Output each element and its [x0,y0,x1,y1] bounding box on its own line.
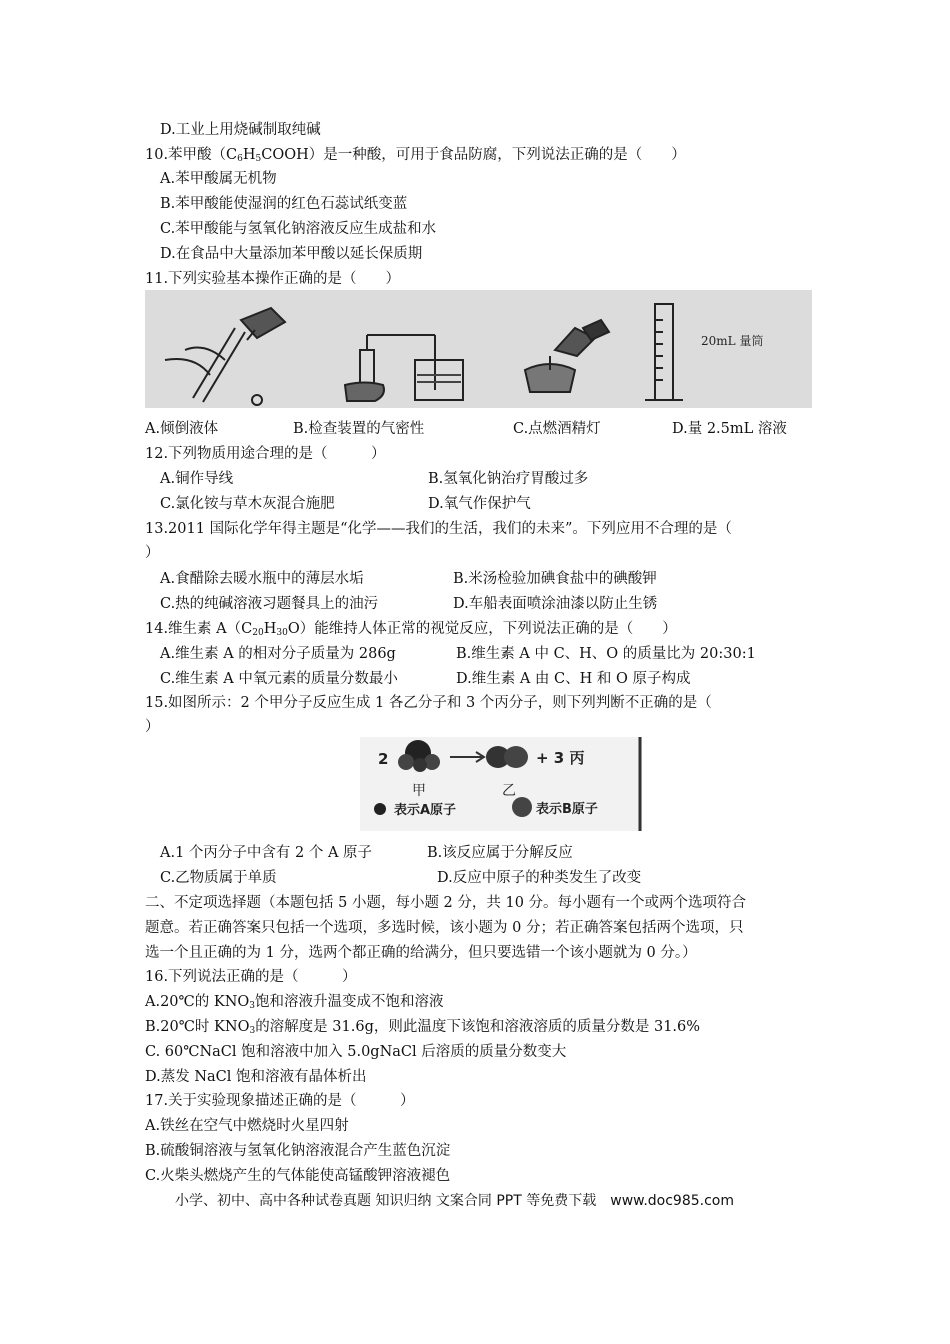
q12-row-2 [160,494,840,514]
footer-url-link[interactable]: www.doc985.com [610,1193,734,1209]
q12-option-d: D.氧气作保护气 [428,496,531,512]
q13-stem-line1: 13.2011 国际化学年得主题是“化学——我们的生活，我们的未来”。下列应用不合理的是（ [145,521,732,537]
atom-a-legend-icon [374,803,386,815]
q17-stem: 17.关于实验现象描述正确的是（ ） [145,1093,415,1109]
section2-heading-line3: 选一个且正确的为 1 分，选两个都正确的给满分，但只要选错一个该小题就为 0 分。） [145,945,697,961]
q16-option-c: C. 60℃NaCl 饱和溶液中加入 5.0gNaCl 后溶质的质量分数变大 [145,1044,567,1060]
q11-option-c: C.点燃酒精灯 [513,421,601,437]
q12-stem: 12.下列物质用途合理的是（ ） [145,446,386,462]
q11-stem: 11.下列实验基本操作正确的是（ ） [145,271,401,287]
q17-option-b: B.硫酸铜溶液与氢氧化钠溶液混合产生蓝色沉淀 [145,1143,451,1159]
q17-option-c: C.火柴头燃烧产生的气体能使高锰酸钾溶液褪色 [145,1168,451,1184]
q10-option-b: B.苯甲酸能使湿润的红色石蕊试纸变蓝 [160,196,408,212]
q16-option-a: A.20℃的 $KNO_3$饱和溶液升温变成不饱和溶液 [145,994,444,1011]
q10-option-c: C.苯甲酸能与氢氧化钠溶液反应生成盐和水 [160,221,437,237]
q13-option-a: A.食醋除去暖水瓶中的薄层水垢 [160,571,364,587]
q15-stem-line2: ） [145,719,160,735]
section2-heading-line2: 题意。若正确答案只包括一个选项，多选时候，该小题为 0 分；若正确答案包括两个选项，只 [145,920,744,936]
q13-option-d: D.车船表面喷涂油漆以防止生锈 [453,596,658,612]
q10-option-d: D.在食品中大量添加苯甲酸以延长保质期 [160,246,423,262]
q13-option-b: B.米汤检验加碘食盐中的碘酸钾 [453,571,657,587]
q12-option-b: B.氢氧化钠治疗胃酸过多 [428,471,589,487]
q15-row-2 [160,868,840,888]
q11-options [145,419,845,439]
legend-a-text: 表示A原子 [394,803,457,818]
legend-b-text: 表示B原子 [536,802,598,817]
atom-b-legend-icon [512,797,532,817]
q13-row-2 [160,594,840,614]
q13-row-1 [160,569,840,589]
q15-option-b: B.该反应属于分解反应 [427,845,573,861]
q12-row-1 [160,469,840,489]
q15-row-1 [160,843,840,863]
q15-option-c: C.乙物质属于单质 [160,870,277,886]
q11-option-d: D.量 2.5mL 溶液 [672,421,787,437]
q16-option-b: B.20℃时 $KNO_3$的溶解度是 31.6g，则此温度下该饱和溶液溶质的质量分数是 31.6% [145,1019,701,1036]
plus-3-bing: + 3 丙 [536,749,585,767]
q11-option-b: B.检查装置的气密性 [293,421,425,437]
q14-option-c: C.维生素 A 中氧元素的质量分数最小 [160,671,398,687]
q15-stem-line1: 15.如图所示：2 个甲分子反应生成 1 各乙分子和 3 个丙分子，则下列判断不正确的是（ [145,695,712,711]
q15-option-d: D.反应中原子的种类发生了改变 [437,870,642,886]
figure-background [145,290,812,408]
footer-text: 小学、初中、高中各种试卷真题 知识归纳 文案合同 PPT 等免费下载 [175,1193,597,1209]
q9-option-d: D.工业上用烧碱制取纯碱 [160,122,321,138]
cylinder-label: 20mL 量筒 [701,334,764,348]
q14-option-a: A.维生素 A 的相对分子质量为 286g [160,646,396,662]
q14-row-2 [160,669,840,689]
q12-option-a: A.铜作导线 [160,471,234,487]
coefficient-2: 2 [378,750,389,768]
q14-option-d: D.维生素 A 由 C、H 和 O 原子构成 [456,671,691,687]
q14-row-1 [160,644,840,664]
label-yi: 乙 [502,783,516,799]
q14-stem: 14.维生素 $A(C_{20}H_{30}O)$能维持人体正常的视觉反应，下列说法正确的是（ ） [145,621,677,638]
q12-option-c: C.氯化铵与草木灰混合施肥 [160,496,335,512]
q17-option-a: A.铁丝在空气中燃烧时火星四射 [145,1118,349,1134]
label-jia: 甲 [412,783,426,799]
q10-stem: 10.苯甲酸$(C_6H_5COOH)$是一种酸，可用于食品防腐，下列说法正确的是（ ） [145,147,686,164]
q11-option-a: A.倾倒液体 [145,421,219,437]
q10-option-a: A.苯甲酸属无机物 [160,171,277,187]
section2-heading-line1: 二、不定项选择题（本题包括 5 小题，每小题 2 分，共 10 分。每小题有一个或两个选项符合 [145,895,747,911]
q13-option-c: C.热的纯碱溶液习题餐具上的油污 [160,596,379,612]
q16-stem: 16.下列说法正确的是（ ） [145,969,357,985]
lab-operations-figure [145,290,812,408]
q15-option-a: A.1 个丙分子中含有 2 个 A 原子 [160,845,373,861]
page-footer [175,1190,734,1210]
q16-option-d: D.蒸发 NaCl 饱和溶液有晶体析出 [145,1069,367,1085]
molecule-reaction-figure [360,737,642,831]
q13-stem-line2: ） [145,545,160,561]
q14-option-b: B.维生素 A 中 C、H、O 的质量比为 20:30:1 [456,646,756,662]
